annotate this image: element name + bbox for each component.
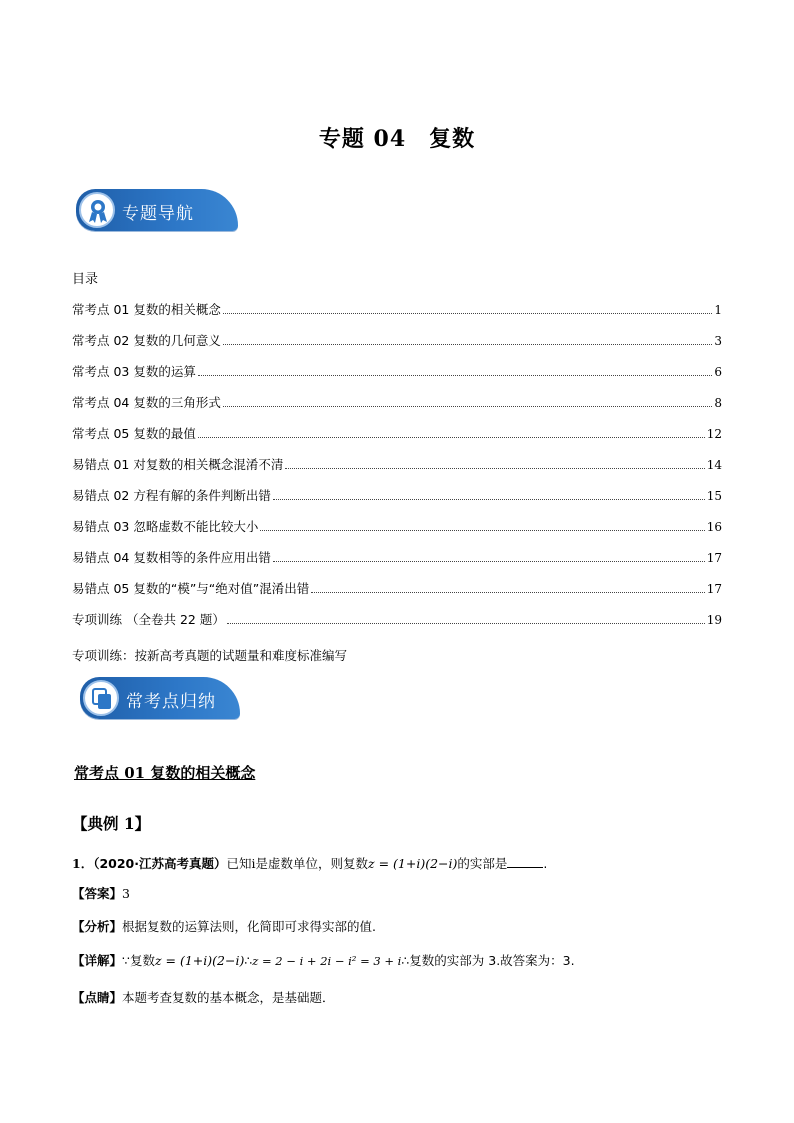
toc-leader xyxy=(273,560,705,562)
toc-item[interactable] xyxy=(72,610,722,641)
question-line xyxy=(72,854,547,872)
toc-item-page: 15 xyxy=(706,489,722,503)
toc-leader xyxy=(260,529,704,531)
comment-line xyxy=(72,988,335,1006)
detail-because: ∵复数 xyxy=(122,953,155,968)
toc-item-label: 常考点 05 复数的最值 xyxy=(72,426,196,441)
toc-item-page: 14 xyxy=(706,458,722,472)
toc-leader xyxy=(311,591,704,593)
toc-item-page: 17 xyxy=(706,582,722,596)
toc-item-label: 常考点 02 复数的几何意义 xyxy=(72,333,221,348)
toc-item-page: 1 xyxy=(714,303,722,317)
toc-item[interactable] xyxy=(72,455,722,486)
analysis-tag: 【分析】 xyxy=(72,919,123,934)
question-expression: z = (1+i)(2−i) xyxy=(368,856,458,871)
toc-item-label: 易错点 05 复数的“模”与“绝对值”混淆出错 xyxy=(72,581,310,596)
toc-item-label: 常考点 01 复数的相关概念 xyxy=(72,302,221,317)
comment-text: 本题考查复数的基本概念，是基础题． xyxy=(122,990,335,1005)
question-text-d: . xyxy=(543,856,548,871)
toc-item-page: 12 xyxy=(706,427,722,441)
toc-item[interactable] xyxy=(72,424,722,455)
toc-leader xyxy=(227,622,705,624)
question-text-b: 是虚数单位，则复数 xyxy=(255,856,369,871)
toc-item-page: 16 xyxy=(706,520,722,534)
toc-item-page: 6 xyxy=(714,365,722,379)
comment-tag: 【点睛】 xyxy=(72,990,123,1005)
analysis-line xyxy=(72,917,376,935)
toc-item-label: 常考点 04 复数的三角形式 xyxy=(72,395,221,410)
answer-tag: 【答案】 xyxy=(72,886,123,901)
banner-nav-label: 专题导航 xyxy=(122,204,194,224)
section-banner-nav xyxy=(76,189,238,231)
answer-blank xyxy=(507,857,543,868)
toc-item-label: 常考点 03 复数的运算 xyxy=(72,364,196,379)
toc-item[interactable] xyxy=(72,362,722,393)
question-text-c: 的实部是 xyxy=(457,856,508,871)
analysis-text: 根据复数的运算法则，化简即可求得实部的值. xyxy=(122,919,376,934)
toc-leader xyxy=(198,436,705,438)
question-source: （2020·江苏高考真题） xyxy=(93,856,227,871)
detail-expression-2: z = 2 − i + 2i − i² = 3 + i xyxy=(252,954,402,968)
table-of-contents xyxy=(72,300,722,641)
toc-item-label: 易错点 03 忽略虚数不能比较大小 xyxy=(72,519,259,534)
toc-item-page: 17 xyxy=(706,551,722,565)
toc-item[interactable] xyxy=(72,300,722,331)
toc-item[interactable] xyxy=(72,486,722,517)
toc-note: 专项训练：按新高考真题的试题量和难度标准编写 xyxy=(72,648,348,663)
answer-line xyxy=(72,884,130,902)
document-title: 专题 04 复数 xyxy=(318,126,476,152)
toc-leader xyxy=(285,467,704,469)
toc-item-label: 易错点 04 复数相等的条件应用出错 xyxy=(72,550,271,565)
toc-item-label: 专项训练 （全卷共 22 题） xyxy=(72,612,225,627)
toc-item-page: 8 xyxy=(714,396,722,410)
toc-item-label: 易错点 02 方程有解的条件判断出错 xyxy=(72,488,271,503)
toc-item[interactable] xyxy=(72,579,722,610)
question-text-a: 已知 xyxy=(226,856,252,871)
detail-tag: 【详解】 xyxy=(72,953,123,968)
example-label: 【典例 1】 xyxy=(72,814,151,833)
detail-therefore-1: ∴ xyxy=(244,953,253,968)
toc-item[interactable] xyxy=(72,331,722,362)
detail-tail: 复数的实部为 3.故答案为：3. xyxy=(409,953,575,968)
detail-expression-1: z = (1+i)(2−i) xyxy=(154,953,245,968)
section-banner-points xyxy=(80,677,240,719)
toc-item[interactable] xyxy=(72,393,722,424)
detail-line xyxy=(72,951,575,969)
toc-leader xyxy=(198,374,713,376)
section-title: 常考点 01 复数的相关概念 xyxy=(74,764,256,782)
toc-leader xyxy=(223,343,713,345)
toc-item[interactable] xyxy=(72,517,722,548)
toc-leader xyxy=(223,312,713,314)
toc-item-page: 3 xyxy=(714,334,722,348)
award-ribbon-icon xyxy=(79,192,115,228)
question-number: 1． xyxy=(72,856,94,871)
banner-points-label: 常考点归纳 xyxy=(126,692,216,712)
imaginary-unit: i xyxy=(251,856,256,871)
toc-item-page: 19 xyxy=(706,613,722,627)
documents-icon xyxy=(83,680,119,716)
toc-leader xyxy=(273,498,705,500)
toc-item-label: 易错点 01 对复数的相关概念混淆不清 xyxy=(72,457,284,472)
answer-value: 3 xyxy=(122,886,130,901)
toc-leader xyxy=(223,405,713,407)
toc-heading: 目录 xyxy=(72,272,99,287)
toc-item[interactable] xyxy=(72,548,722,579)
detail-therefore-2: ∴ xyxy=(401,953,410,968)
